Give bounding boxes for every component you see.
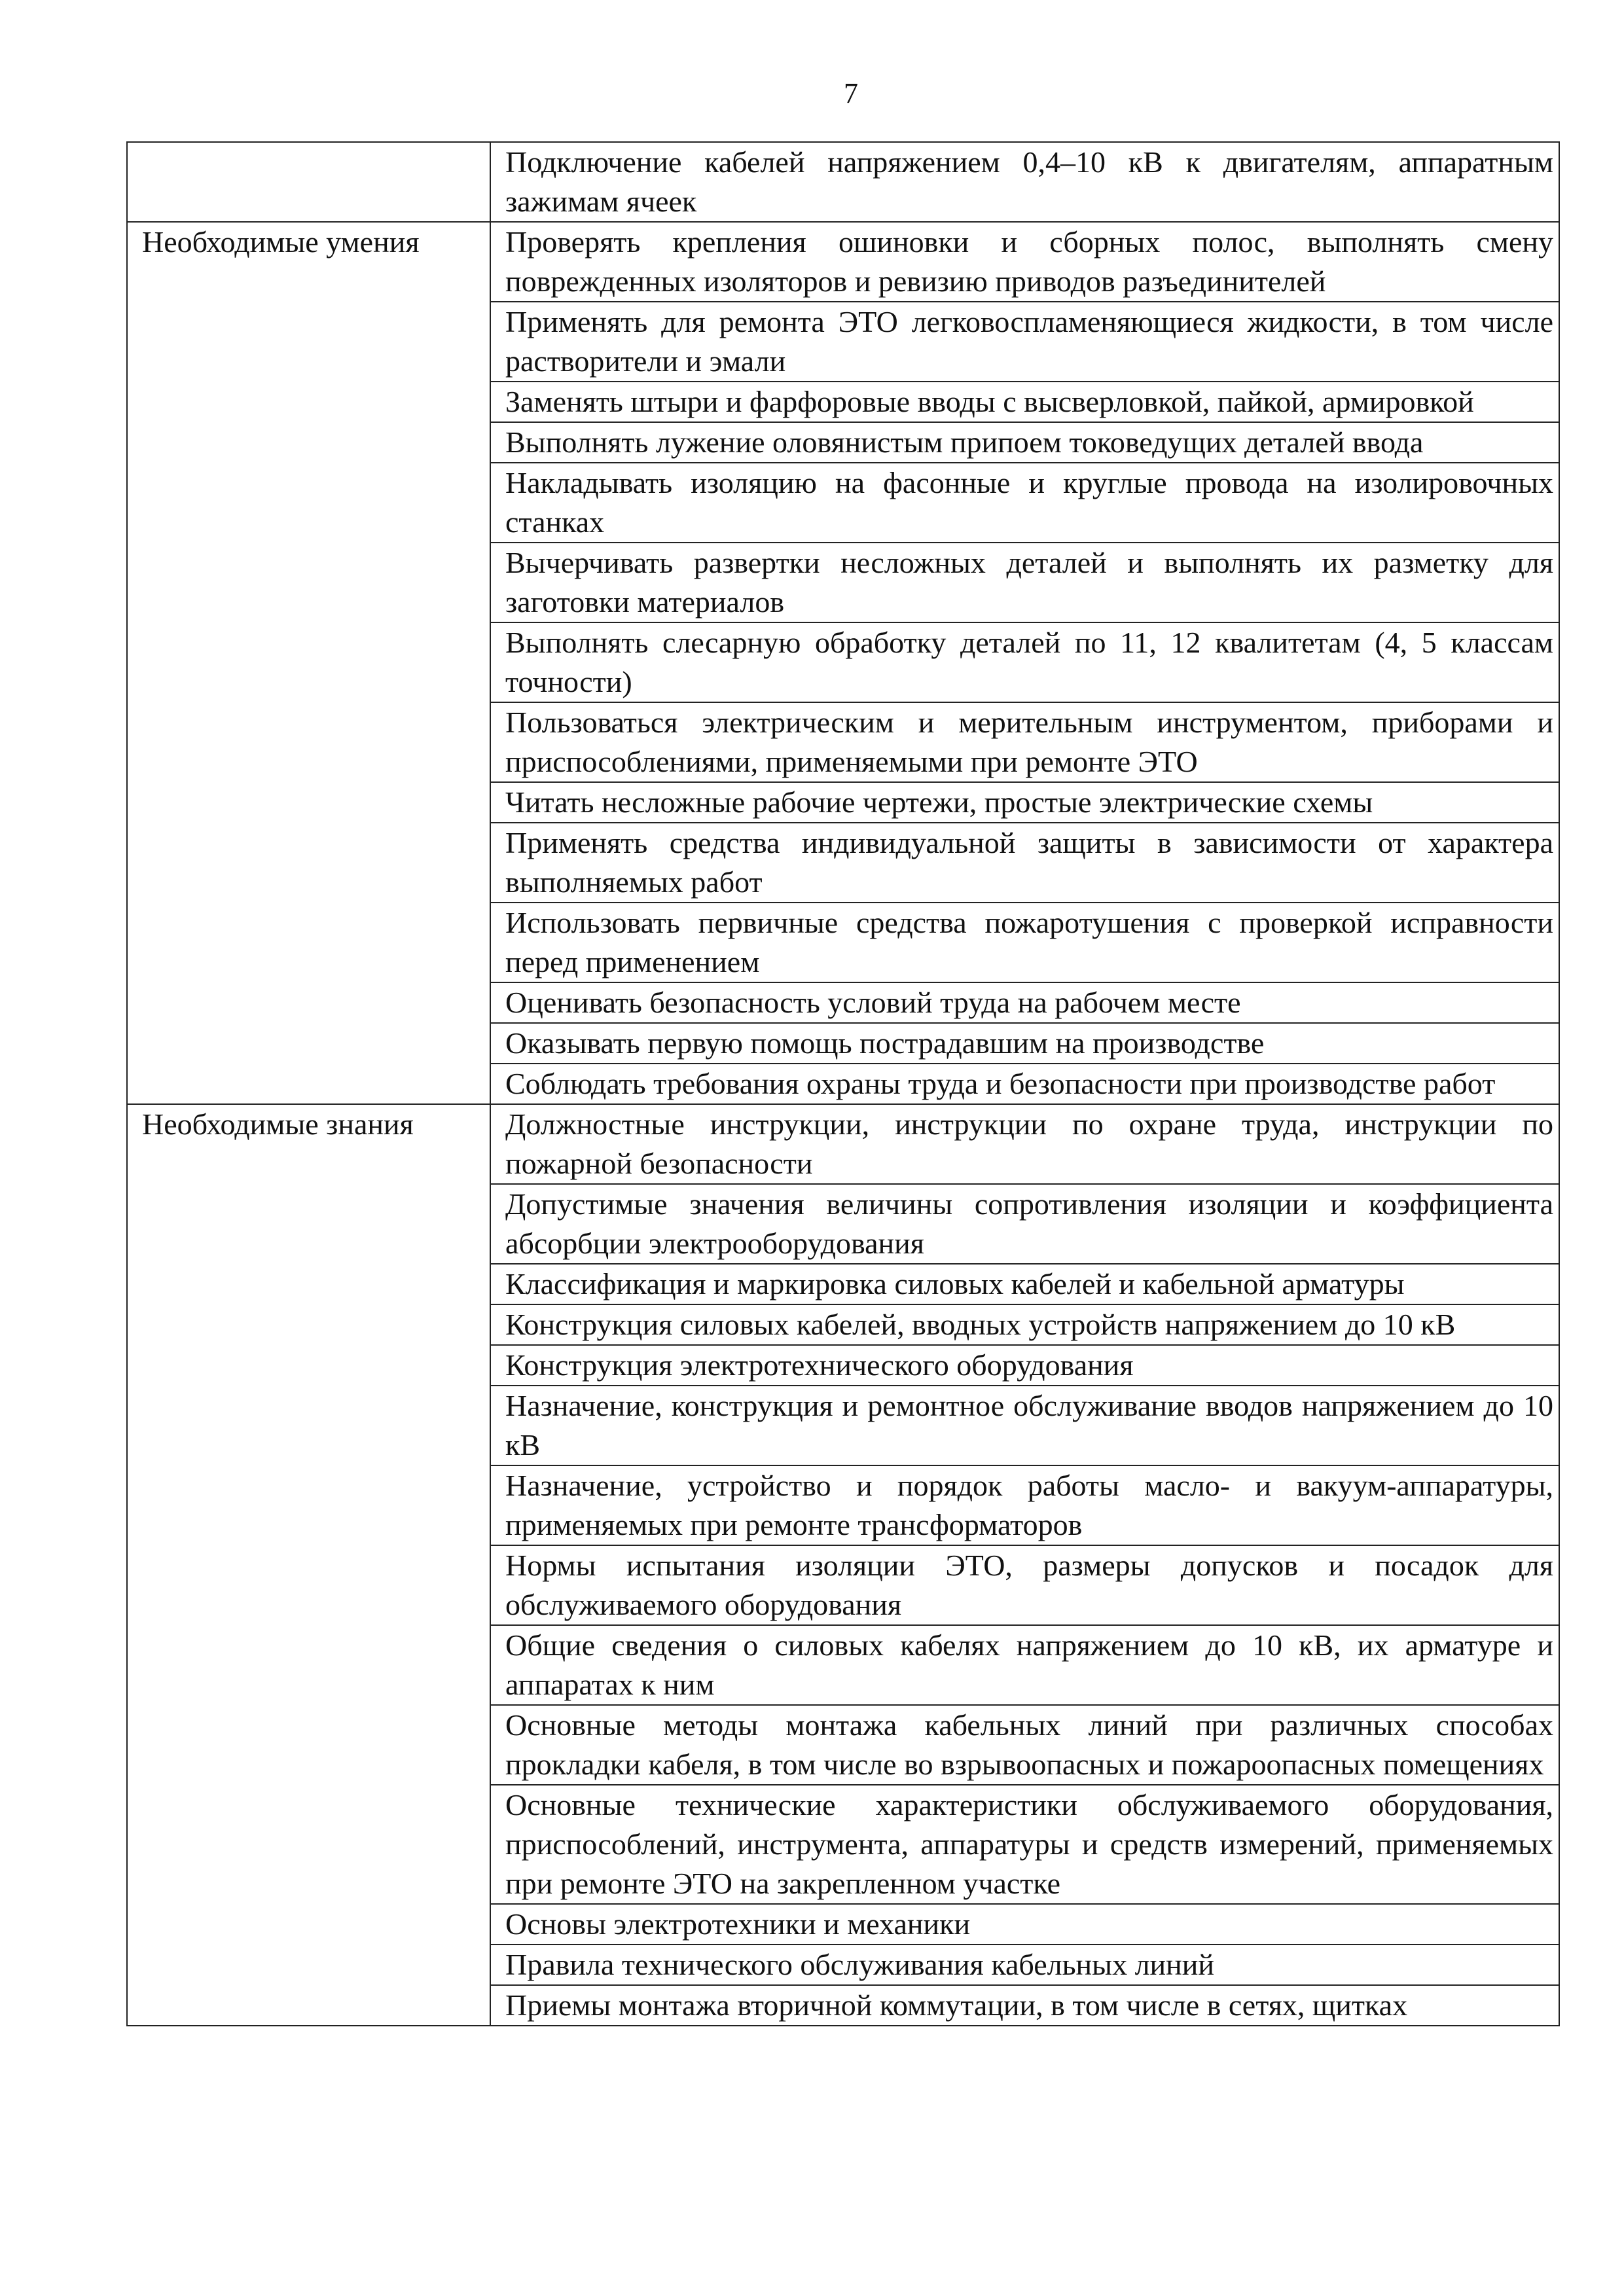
skills-item: Выполнять слесарную обработку деталей по 11, 12 квалитетам (4, 5 классам точности) bbox=[490, 622, 1559, 702]
skills-item: Выполнять лужение оловянистым припоем токоведущих деталей ввода bbox=[490, 422, 1559, 463]
knowledge-item: Конструкция силовых кабелей, вводных устройств напряжением до 10 кВ bbox=[490, 1304, 1559, 1345]
skills-item: Проверять крепления ошиновки и сборных полос, выполнять смену поврежденных изоляторов и ревизию приводов разъединителей bbox=[490, 222, 1559, 302]
table-body bbox=[127, 142, 1559, 2026]
skills-item: Применять средства индивидуальной защиты в зависимости от характера выполняемых работ bbox=[490, 823, 1559, 903]
skills-item: Использовать первичные средства пожаротушения с проверкой исправности перед применением bbox=[490, 903, 1559, 982]
continuation-item: Подключение кабелей напряжением 0,4–10 кВ к двигателям, аппаратным зажимам ячеек bbox=[490, 142, 1559, 222]
skills-item: Заменять штыри и фарфоровые вводы с высверловкой, пайкой, армировкой bbox=[490, 382, 1559, 422]
knowledge-item: Нормы испытания изоляции ЭТО, размеры допусков и посадок для обслуживаемого оборудования bbox=[490, 1545, 1559, 1625]
knowledge-item: Основы электротехники и механики bbox=[490, 1904, 1559, 1945]
skills-item: Соблюдать требования охраны труда и безопасности при производстве работ bbox=[490, 1064, 1559, 1104]
skills-item: Применять для ремонта ЭТО легковоспламеняющиеся жидкости, в том числе растворители и эмали bbox=[490, 302, 1559, 382]
skills-label: Необходимые умения bbox=[127, 222, 490, 1104]
knowledge-label: Необходимые знания bbox=[127, 1104, 490, 2026]
skills-item: Оказывать первую помощь пострадавшим на производстве bbox=[490, 1023, 1559, 1064]
knowledge-item: Назначение, конструкция и ремонтное обслуживание вводов напряжением до 10 кВ bbox=[490, 1386, 1559, 1465]
knowledge-item: Правила технического обслуживания кабельных линий bbox=[490, 1945, 1559, 1985]
knowledge-item: Основные технические характеристики обслуживаемого оборудования, приспособлений, инструмента, аппаратуры и средств измерений, применяемых при ремонте ЭТО на закрепленном участке bbox=[490, 1785, 1559, 1904]
page-number: 7 bbox=[844, 77, 858, 109]
knowledge-item: Классификация и маркировка силовых кабелей и кабельной арматуры bbox=[490, 1264, 1559, 1304]
table-row bbox=[127, 222, 1559, 302]
knowledge-item: Основные методы монтажа кабельных линий при различных способах прокладки кабеля, в том числе во взрывоопасных и пожароопасных помещениях bbox=[490, 1705, 1559, 1785]
table-row bbox=[127, 1104, 1559, 1184]
knowledge-item: Общие сведения о силовых кабелях напряжением до 10 кВ, их арматуре и аппаратах к ним bbox=[490, 1625, 1559, 1705]
knowledge-item: Допустимые значения величины сопротивления изоляции и коэффициента абсорбции электрооборудования bbox=[490, 1184, 1559, 1264]
skills-item: Оценивать безопасность условий труда на рабочем месте bbox=[490, 982, 1559, 1023]
skills-item: Читать несложные рабочие чертежи, простые электрические схемы bbox=[490, 782, 1559, 823]
skills-item: Пользоваться электрическим и мерительным инструментом, приборами и приспособлениями, применяемыми при ремонте ЭТО bbox=[490, 702, 1559, 782]
knowledge-item: Назначение, устройство и порядок работы масло- и вакуум-аппаратуры, применяемых при ремонте трансформаторов bbox=[490, 1465, 1559, 1545]
requirements-table bbox=[126, 141, 1560, 2026]
knowledge-item: Приемы монтажа вторичной коммутации, в том числе в сетях, щитках bbox=[490, 1985, 1559, 2026]
knowledge-item: Конструкция электротехнического оборудования bbox=[490, 1345, 1559, 1386]
table-row bbox=[127, 142, 1559, 222]
empty-label-cell bbox=[127, 142, 490, 222]
knowledge-item: Должностные инструкции, инструкции по охране труда, инструкции по пожарной безопасности bbox=[490, 1104, 1559, 1184]
requirements-table-wrap bbox=[126, 141, 1560, 2026]
skills-item: Накладывать изоляцию на фасонные и круглые провода на изолировочных станках bbox=[490, 463, 1559, 543]
skills-item: Вычерчивать развертки несложных деталей и выполнять их разметку для заготовки материалов bbox=[490, 543, 1559, 622]
